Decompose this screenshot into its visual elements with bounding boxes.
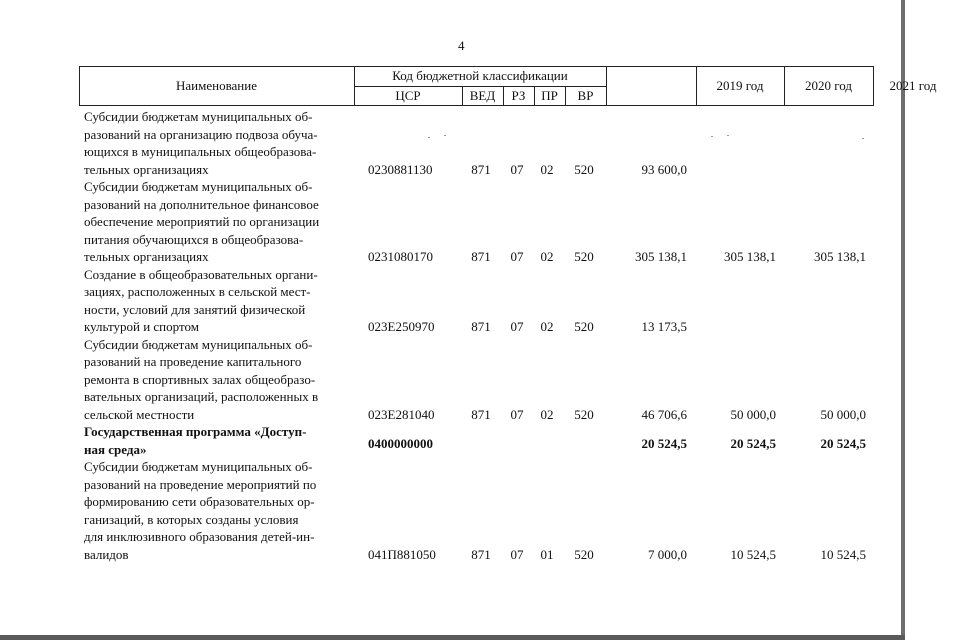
row-2021: 305 138,1	[814, 249, 866, 264]
row-pr: 02	[540, 319, 554, 334]
row-vr: 520	[574, 161, 594, 177]
row-2019: 20 524,5	[641, 436, 687, 451]
row-ved: 871	[471, 319, 491, 334]
row-csr: 0231080170	[368, 249, 433, 264]
row-2019: 93 600,0	[641, 161, 687, 177]
row-2019: 7 000,0	[648, 546, 687, 562]
table-row	[0, 178, 905, 266]
row-vr: 520	[574, 249, 594, 264]
header-vr: ВР	[577, 88, 594, 103]
row-2020: 10 524,5	[730, 546, 776, 562]
table-row	[0, 458, 905, 563]
row-2019: 46 706,6	[641, 406, 687, 422]
header-2019: 2019 год	[716, 78, 764, 93]
row-2019: 305 138,1	[635, 249, 687, 264]
row-2019: 13 173,5	[641, 319, 687, 334]
table-row-program	[0, 423, 905, 458]
scan-edge-bottom	[0, 635, 905, 640]
header-border-codes	[606, 66, 607, 106]
table-row	[0, 266, 905, 336]
row-2021: 20 524,5	[820, 436, 866, 451]
table-row	[0, 336, 905, 424]
row-ved: 871	[471, 406, 491, 422]
row-name: Создание в общеобразовательных органи- зациях, расположенных в сельской мест- ности, условий для занятий физической культурой и спортом	[84, 266, 318, 334]
table-header	[79, 66, 937, 106]
row-name: Субсидии бюджетам муниципальных об- разований на организацию подвоза обуча- ющихся в муниципальных общеобразова- тельных организациях	[84, 109, 318, 177]
scan-speck	[444, 135, 446, 136]
row-vr: 520	[574, 546, 594, 562]
scan-speck	[727, 135, 729, 136]
row-csr: 0400000000	[368, 436, 433, 451]
row-rz: 07	[510, 161, 524, 177]
row-2020: 20 524,5	[730, 436, 776, 451]
row-2020: 50 000,0	[730, 406, 776, 422]
row-pr: 02	[540, 249, 554, 264]
row-vr: 520	[574, 319, 594, 334]
row-rz: 07	[510, 546, 524, 562]
header-bottom-border	[79, 105, 874, 106]
page-number: 4	[458, 38, 465, 53]
header-mid-border	[354, 86, 606, 87]
header-top-border	[79, 66, 874, 67]
row-vr: 520	[574, 406, 594, 422]
row-ved: 871	[471, 546, 491, 562]
row-name: Государственная программа «Доступ- ная среда»	[84, 424, 307, 457]
scan-speck	[711, 136, 713, 137]
scan-speck	[428, 137, 430, 138]
row-csr: 0230881130	[368, 161, 433, 177]
header-2020: 2020 год	[805, 78, 852, 93]
row-rz: 07	[510, 249, 524, 264]
header-rz: РЗ	[511, 88, 526, 103]
header-2021: 2021 год	[889, 78, 937, 93]
row-2020: 305 138,1	[724, 249, 776, 264]
row-ved: 871	[471, 161, 491, 177]
row-pr: 01	[540, 546, 554, 562]
row-pr: 02	[540, 161, 554, 177]
header-ved: ВЕД	[469, 88, 496, 103]
row-name: Субсидии бюджетам муниципальных об- разований на проведение мероприятий по формированию сети образовательных ор- ганизаций, в которых созданы условия для инклюзивного образования детей-ин- валидов	[84, 459, 317, 562]
row-rz: 07	[510, 319, 524, 334]
header-name: Наименование	[176, 78, 257, 93]
table-row	[0, 108, 905, 178]
row-csr: 023Е281040	[368, 406, 435, 422]
row-pr: 02	[540, 406, 554, 422]
row-csr: 023Е250970	[368, 319, 435, 334]
row-name: Субсидии бюджетам муниципальных об- разований на проведение капитального ремонта в спортивных залах общеобразо- вательных организаций, расположенных в сельской местности	[84, 336, 319, 422]
header-csr: ЦСР	[395, 88, 421, 103]
row-2021: 10 524,5	[820, 546, 866, 562]
row-name: Субсидии бюджетам муниципальных об- разований на дополнительное финансовое обеспечение мероприятий по организации питания обучающихся в общеобразова- тельных организациях	[84, 179, 320, 264]
row-csr: 041П881050	[368, 546, 436, 562]
row-2021: 50 000,0	[820, 406, 866, 422]
header-code-group: Код бюджетной классификации	[392, 68, 568, 83]
scan-speck	[862, 138, 864, 139]
row-rz: 07	[510, 406, 524, 422]
row-ved: 871	[471, 249, 491, 264]
header-pr: ПР	[541, 88, 558, 103]
